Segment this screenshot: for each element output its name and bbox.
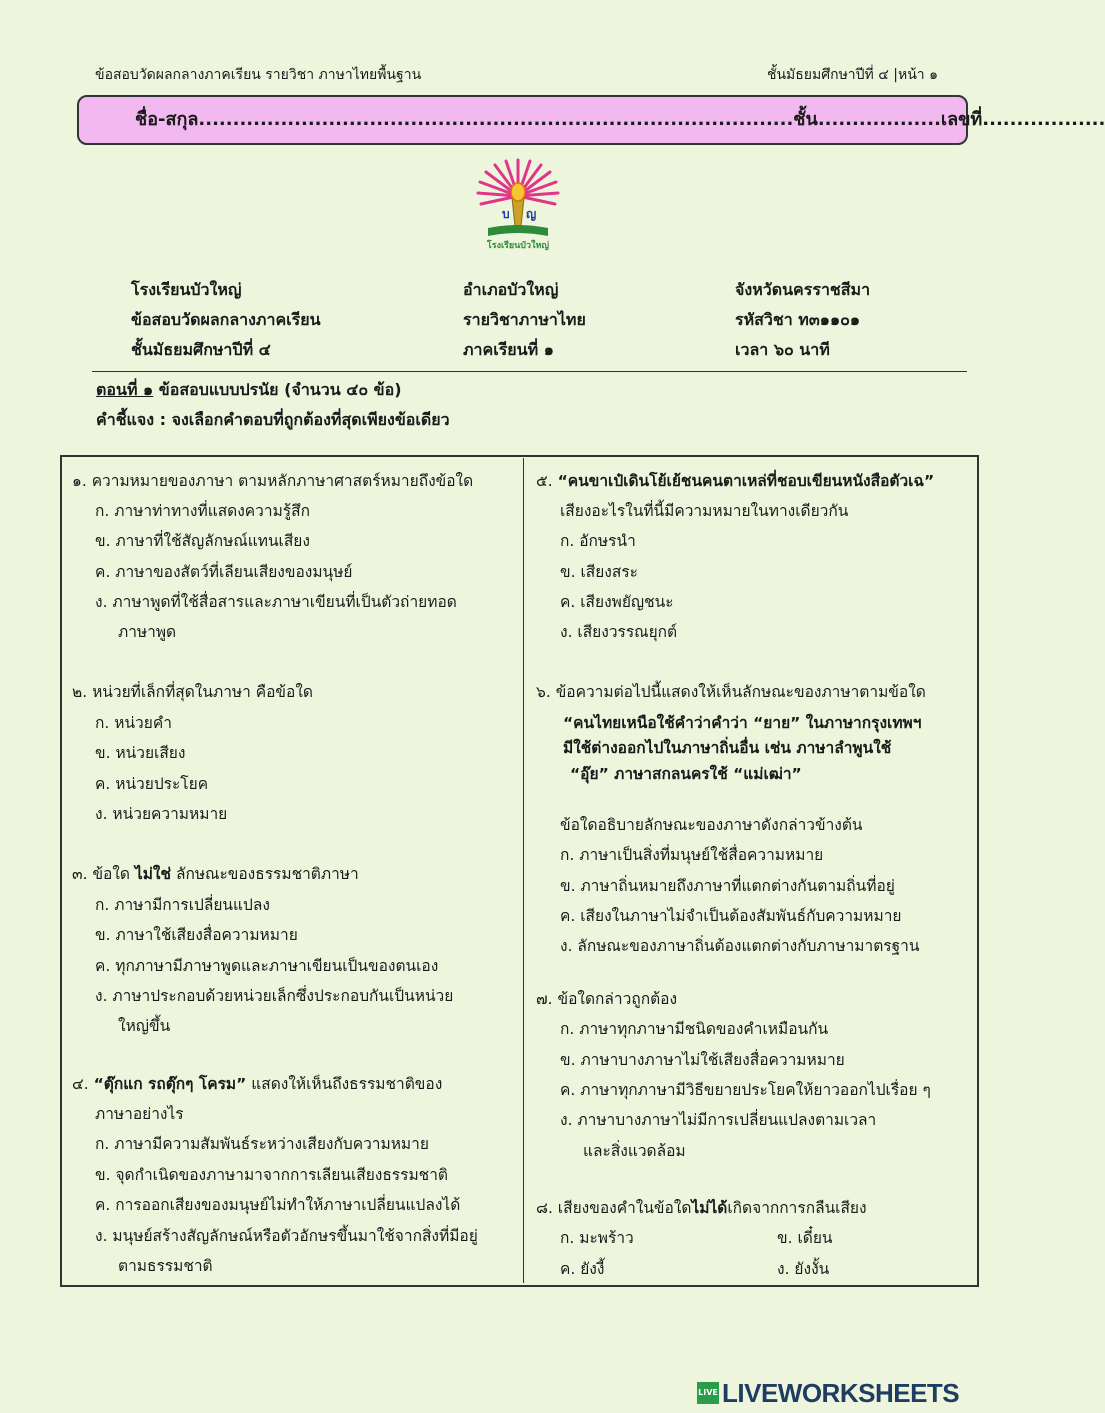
q5-choice-b[interactable]: ข. เสียงสระ [560, 563, 638, 581]
subject-code: รหัสวิชา ท๓๑๑๐๑ [735, 310, 861, 329]
question-3: ๓. ข้อใด ไม่ใช่ ลักษณะของธรรมชาติภาษา [72, 865, 359, 883]
q6-quote-3: “อุ๊ย” ภาษาสกลนครใช้ “แม่เฒ่า” [570, 765, 802, 783]
q6-choice-d[interactable]: ง. ลักษณะของภาษาถิ่นต้องแตกต่างกับภาษามาตรฐาน [560, 937, 920, 955]
exam-name: ข้อสอบวัดผลกลางภาคเรียน [131, 310, 321, 329]
name-field[interactable]: ชื่อ-สกุล.......................................................................................ชั้น..................เลขที่.................. [77, 95, 968, 145]
question-5: ๕. “คนขาเป๋เดินโย้เย้ชนคนตาเหล่ที่ชอบเขียนหนังสือตัวเฉ” [536, 472, 935, 490]
school-logo-icon [468, 156, 568, 256]
column-divider [523, 458, 524, 1283]
q1-choice-b[interactable]: ข. ภาษาที่ใช้สัญลักษณ์แทนเสียง [95, 532, 310, 550]
q3-choice-d-cont: ใหญ่ขึ้น [118, 1017, 171, 1035]
province-name: จังหวัดนครราชสีมา [735, 280, 871, 299]
question-7: ๗. ข้อใดกล่าวถูกต้อง [536, 990, 678, 1008]
q6-quote-2: มีใช้ต่างออกไปในภาษาถิ่นอื่น เช่น ภาษาลำพูนใช้ [563, 739, 892, 757]
part-heading: ตอนที่ ๑ ข้อสอบแบบปรนัย (จำนวน ๔๐ ข้อ) [96, 380, 402, 399]
liveworksheets-logo[interactable] [697, 1378, 959, 1408]
question-8: ๘. เสียงของคำในข้อใดไม่ได้เกิดจากการกลืนเสียง [536, 1199, 867, 1217]
q7-choice-d[interactable]: ง. ภาษาบางภาษาไม่มีการเปลี่ยนแปลงตามเวลา [560, 1111, 877, 1129]
q2-choice-b[interactable]: ข. หน่วยเสียง [95, 744, 186, 762]
q8-choice-d[interactable]: ง. ยังงั้น [777, 1260, 830, 1278]
svg-text:ญ: ญ [526, 207, 537, 221]
exam-time: เวลา ๖๐ นาที [735, 340, 830, 359]
q6-choice-b[interactable]: ข. ภาษาถิ่นหมายถึงภาษาที่แตกต่างกันตามถิ่นที่อยู่ [560, 877, 895, 895]
q3-choice-a[interactable]: ก. ภาษามีการเปลี่ยนแปลง [95, 896, 270, 914]
question-2: ๒. หน่วยที่เล็กที่สุดในภาษา คือข้อใด [72, 683, 313, 701]
q4-choice-b[interactable]: ข. จุดกำเนิดของภาษามาจากการเลียนเสียงธรรมชาติ [95, 1166, 448, 1184]
q5-choice-a[interactable]: ก. อักษรนำ [560, 532, 636, 550]
header-right: ชั้นมัธยมศึกษาปีที่ ๔ |หน้า ๑ [766, 67, 938, 83]
q7-choice-b[interactable]: ข. ภาษาบางภาษาไม่ใช้เสียงสื่อความหมาย [560, 1051, 845, 1069]
q7-choice-a[interactable]: ก. ภาษาทุกภาษามีชนิดของคำเหมือนกัน [560, 1020, 829, 1038]
q7-choice-d-cont: และสิ่งแวดล้อม [583, 1142, 686, 1160]
q4-choice-d[interactable]: ง. มนุษย์สร้างสัญลักษณ์หรือตัวอักษรขึ้นมาใช้จากสิ่งที่มีอยู่ [95, 1227, 478, 1245]
q1-choice-a[interactable]: ก. ภาษาท่าทางที่แสดงความรู้สึก [95, 502, 310, 520]
header-left: ข้อสอบวัดผลกลางภาคเรียน รายวิชา ภาษาไทยพื้นฐาน [95, 67, 422, 83]
question-1: ๑. ความหมายของภาษา ตามหลักภาษาศาสตร์หมายถึงข้อใด [72, 472, 474, 490]
q7-choice-c[interactable]: ค. ภาษาทุกภาษามีวิธีขยายประโยคให้ยาวออกไปเรื่อย ๆ [560, 1081, 931, 1099]
question-5-cont: เสียงอะไรในที่นี้มีความหมายในทางเดียวกัน [560, 502, 849, 520]
q3-choice-b[interactable]: ข. ภาษาใช้เสียงสื่อความหมาย [95, 926, 298, 944]
q4-choice-c[interactable]: ค. การออกเสียงของมนุษย์ไม่ทำให้ภาษาเปลี่ยนแปลงได้ [95, 1196, 461, 1214]
svg-text:บ: บ [502, 207, 510, 221]
subject-name: รายวิชาภาษาไทย [463, 310, 586, 329]
question-6-cont: ข้อใดอธิบายลักษณะของภาษาดังกล่าวข้างต้น [560, 816, 863, 834]
q3-choice-d[interactable]: ง. ภาษาประกอบด้วยหน่วยเล็กซึ่งประกอบกันเป็นหน่วย [95, 987, 454, 1005]
q2-choice-c[interactable]: ค. หน่วยประโยค [95, 775, 209, 793]
q5-choice-c[interactable]: ค. เสียงพยัญชนะ [560, 593, 674, 611]
liveworksheets-icon: LIVE [697, 1382, 719, 1404]
district-name: อำเภอบัวใหญ่ [463, 280, 559, 299]
q4-choice-a[interactable]: ก. ภาษามีความสัมพันธ์ระหว่างเสียงกับความหมาย [95, 1135, 429, 1153]
q8-choice-b[interactable]: ข. เดี๋ยน [777, 1229, 833, 1247]
svg-text:โรงเรียนบัวใหญ่: โรงเรียนบัวใหญ่ [486, 241, 550, 251]
semester: ภาคเรียนที่ ๑ [463, 340, 554, 359]
liveworksheets-wordmark: LIVEWORKSHEETS [722, 1377, 960, 1408]
q2-choice-a[interactable]: ก. หน่วยคำ [95, 714, 172, 732]
q5-choice-d[interactable]: ง. เสียงวรรณยุกต์ [560, 623, 678, 641]
q4-choice-d-cont: ตามธรรมชาติ [118, 1257, 213, 1275]
q6-choice-c[interactable]: ค. เสียงในภาษาไม่จำเป็นต้องสัมพันธ์กับความหมาย [560, 907, 902, 925]
question-4-cont: ภาษาอย่างไร [95, 1105, 184, 1123]
question-4: ๔. “ตุ๊กแก รถตุ๊กๆ โครม” แสดงให้เห็นถึงธรรมชาติของ [72, 1075, 443, 1093]
question-6: ๖. ข้อความต่อไปนี้แสดงให้เห็นลักษณะของภาษาตามข้อใด [536, 683, 926, 701]
divider [92, 371, 967, 372]
q2-choice-d[interactable]: ง. หน่วยความหมาย [95, 805, 228, 823]
school-name: โรงเรียนบัวใหญ่ [131, 280, 242, 299]
q1-choice-c[interactable]: ค. ภาษาของสัตว์ที่เลียนเสียงของมนุษย์ [95, 563, 353, 581]
q3-choice-c[interactable]: ค. ทุกภาษามีภาษาพูดและภาษาเขียนเป็นของตนเอง [95, 957, 439, 975]
q8-choice-a[interactable]: ก. มะพร้าว [560, 1229, 634, 1247]
grade-level: ชั้นมัธยมศึกษาปีที่ ๔ [131, 340, 271, 359]
instruction: คำชี้แจง : จงเลือกคำตอบที่ถูกต้องที่สุดเพียงข้อเดียว [96, 410, 450, 429]
q1-choice-d[interactable]: ง. ภาษาพูดที่ใช้สื่อสารและภาษาเขียนที่เป็นตัวถ่ายทอด [95, 593, 457, 611]
q1-choice-d-cont: ภาษาพูด [118, 623, 177, 641]
q6-quote-1: “คนไทยเหนือใช้คำว่าคำว่า “ยาย” ในภาษากรุงเทพฯ [563, 714, 922, 732]
q6-choice-a[interactable]: ก. ภาษาเป็นสิ่งที่มนุษย์ใช้สื่อความหมาย [560, 846, 824, 864]
q8-choice-c[interactable]: ค. ยังงี้ [560, 1260, 605, 1278]
